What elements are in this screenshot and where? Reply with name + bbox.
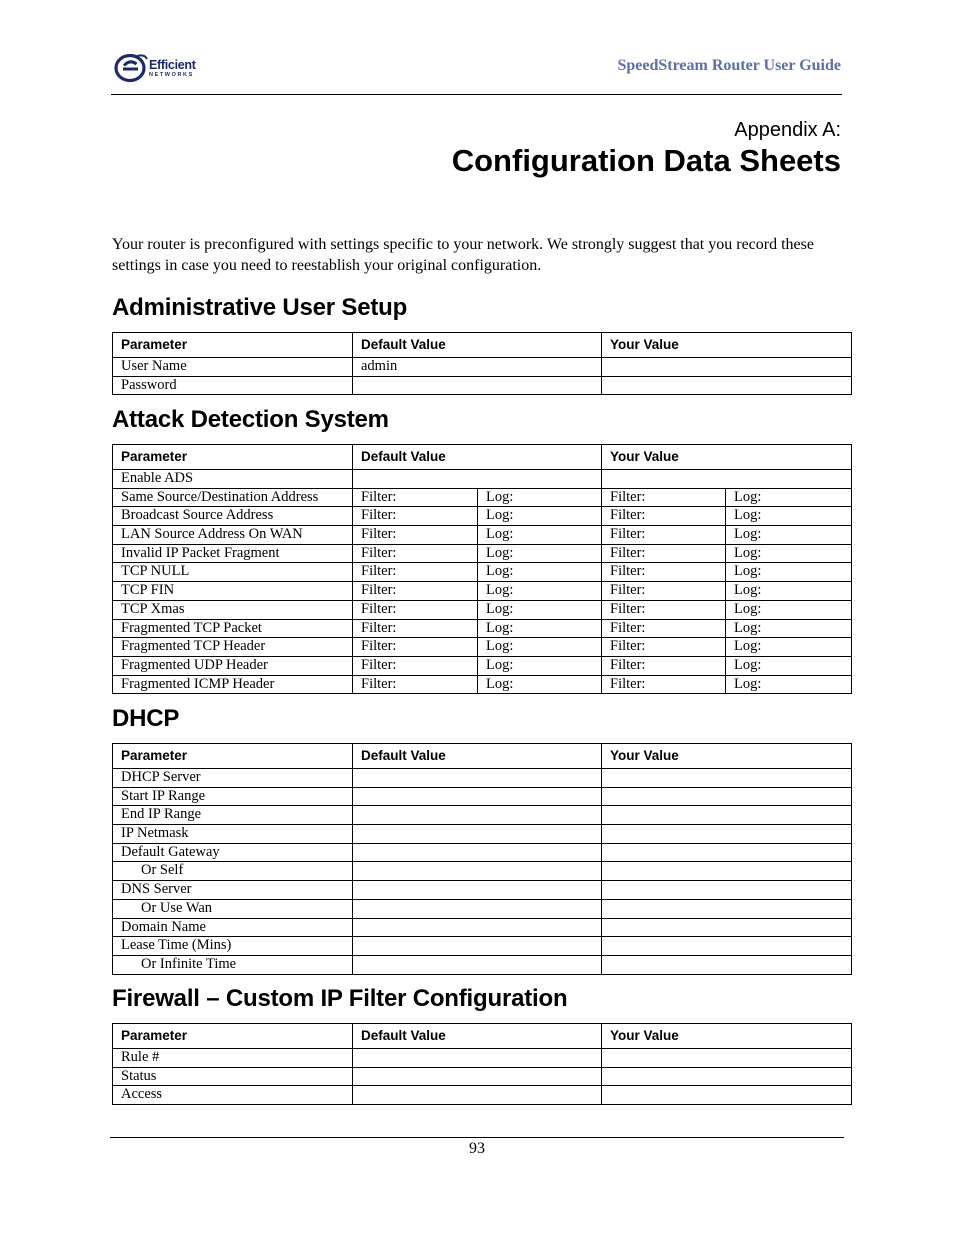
your-value-cell xyxy=(602,825,852,844)
default-value-cell: admin xyxy=(353,358,602,377)
parameter-cell: DHCP Server xyxy=(113,769,353,788)
parameter-cell: Broadcast Source Address xyxy=(113,507,353,526)
default-filter-cell: Filter: xyxy=(353,656,478,675)
chapter-title: Configuration Data Sheets xyxy=(451,143,841,178)
default-value-cell xyxy=(353,862,602,881)
table-row xyxy=(113,638,852,657)
default-value-cell xyxy=(353,1086,602,1105)
your-filter-cell: Filter: xyxy=(602,544,726,563)
column-header-your-value: Your Value xyxy=(602,744,852,769)
parameter-cell: Fragmented ICMP Header xyxy=(113,675,353,694)
your-log-cell: Log: xyxy=(726,507,852,526)
parameter-cell: Fragmented TCP Header xyxy=(113,638,353,657)
default-log-cell: Log: xyxy=(478,544,602,563)
parameter-cell: TCP Xmas xyxy=(113,600,353,619)
your-log-cell: Log: xyxy=(726,582,852,601)
table-row xyxy=(113,656,852,675)
table-row xyxy=(113,675,852,694)
default-value-cell xyxy=(353,825,602,844)
page-number: 93 xyxy=(469,1140,485,1157)
table-row xyxy=(113,507,852,526)
your-log-cell: Log: xyxy=(726,544,852,563)
default-value-cell xyxy=(353,881,602,900)
parameter-cell: Same Source/Destination Address xyxy=(113,488,353,507)
parameter-cell: Lease Time (Mins) xyxy=(113,937,353,956)
your-value-cell xyxy=(602,806,852,825)
efficient-e-icon xyxy=(114,53,148,83)
default-log-cell: Log: xyxy=(478,563,602,582)
your-log-cell: Log: xyxy=(726,563,852,582)
parameter-cell: TCP FIN xyxy=(113,582,353,601)
column-header-default-value: Default Value xyxy=(353,445,602,470)
efficient-networks-logo xyxy=(114,53,224,83)
default-log-cell: Log: xyxy=(478,582,602,601)
default-log-cell: Log: xyxy=(478,656,602,675)
table-row xyxy=(113,470,852,489)
table-row xyxy=(113,899,852,918)
your-filter-cell: Filter: xyxy=(602,600,726,619)
table-row xyxy=(113,563,852,582)
your-log-cell: Log: xyxy=(726,600,852,619)
table-row xyxy=(113,937,852,956)
table-row xyxy=(113,1086,852,1105)
column-header-default-value: Default Value xyxy=(353,744,602,769)
your-value-cell xyxy=(602,470,852,489)
section-title-admin: Administrative User Setup xyxy=(112,294,408,321)
parameter-cell: Or Infinite Time xyxy=(113,955,353,974)
default-value-cell xyxy=(353,470,602,489)
intro-paragraph: Your router is preconfigured with settings specific to your network. We strongly suggest that you record these settings in case you need to reestablish your original configuration. xyxy=(112,236,814,274)
dhcp-rows xyxy=(113,769,852,975)
default-value-cell xyxy=(353,937,602,956)
table-header-row xyxy=(113,744,852,769)
default-value-cell xyxy=(353,955,602,974)
parameter-cell: Fragmented TCP Packet xyxy=(113,619,353,638)
logo-subtext: NETWORKS xyxy=(149,72,194,78)
table-row xyxy=(113,619,852,638)
column-header-parameter: Parameter xyxy=(113,333,353,358)
your-log-cell: Log: xyxy=(726,656,852,675)
firewall-rows xyxy=(113,1049,852,1105)
your-value-cell xyxy=(602,376,852,395)
your-value-cell xyxy=(602,1067,852,1086)
your-log-cell: Log: xyxy=(726,638,852,657)
guide-title: SpeedStream Router User Guide xyxy=(617,57,841,74)
default-log-cell: Log: xyxy=(478,600,602,619)
default-filter-cell: Filter: xyxy=(353,488,478,507)
default-value-cell xyxy=(353,843,602,862)
table-row xyxy=(113,376,852,395)
column-header-default-value: Default Value xyxy=(353,1024,602,1049)
column-header-parameter: Parameter xyxy=(113,1024,353,1049)
parameter-cell: Domain Name xyxy=(113,918,353,937)
parameter-cell: User Name xyxy=(113,358,353,377)
table-row xyxy=(113,526,852,545)
parameter-cell: Rule # xyxy=(113,1049,353,1068)
table-row xyxy=(113,918,852,937)
default-filter-cell: Filter: xyxy=(353,638,478,657)
your-value-cell xyxy=(602,843,852,862)
table-row xyxy=(113,825,852,844)
your-filter-cell: Filter: xyxy=(602,507,726,526)
your-value-cell xyxy=(602,1086,852,1105)
your-value-cell xyxy=(602,955,852,974)
table-header-row xyxy=(113,333,852,358)
table-row xyxy=(113,488,852,507)
default-log-cell: Log: xyxy=(478,507,602,526)
section-title-dhcp: DHCP xyxy=(112,705,180,732)
your-value-cell xyxy=(602,787,852,806)
table-row xyxy=(113,881,852,900)
your-value-cell xyxy=(602,881,852,900)
table-header-row xyxy=(113,1024,852,1049)
table-row xyxy=(113,600,852,619)
parameter-cell: Fragmented UDP Header xyxy=(113,656,353,675)
default-value-cell xyxy=(353,918,602,937)
default-value-cell xyxy=(353,769,602,788)
column-header-your-value: Your Value xyxy=(602,445,852,470)
table-row xyxy=(113,955,852,974)
section-title-firewall: Firewall – Custom IP Filter Configuration xyxy=(112,985,568,1012)
default-log-cell: Log: xyxy=(478,488,602,507)
your-value-cell xyxy=(602,937,852,956)
default-filter-cell: Filter: xyxy=(353,563,478,582)
ads-table xyxy=(112,444,852,694)
table-row xyxy=(113,843,852,862)
your-log-cell: Log: xyxy=(726,526,852,545)
default-log-cell: Log: xyxy=(478,619,602,638)
parameter-cell: DNS Server xyxy=(113,881,353,900)
your-log-cell: Log: xyxy=(726,675,852,694)
default-log-cell: Log: xyxy=(478,526,602,545)
parameter-cell: Start IP Range xyxy=(113,787,353,806)
parameter-cell: End IP Range xyxy=(113,806,353,825)
column-header-default-value: Default Value xyxy=(353,333,602,358)
admin-table xyxy=(112,332,852,395)
table-row xyxy=(113,544,852,563)
your-filter-cell: Filter: xyxy=(602,619,726,638)
table-row xyxy=(113,358,852,377)
parameter-cell: Status xyxy=(113,1067,353,1086)
your-filter-cell: Filter: xyxy=(602,488,726,507)
parameter-cell: TCP NULL xyxy=(113,563,353,582)
default-value-cell xyxy=(353,787,602,806)
default-log-cell: Log: xyxy=(478,675,602,694)
parameter-cell: IP Netmask xyxy=(113,825,353,844)
logo-wordmark: Efficient xyxy=(149,58,196,72)
your-log-cell: Log: xyxy=(726,619,852,638)
default-filter-cell: Filter: xyxy=(353,507,478,526)
column-header-parameter: Parameter xyxy=(113,744,353,769)
parameter-cell: Default Gateway xyxy=(113,843,353,862)
default-value-cell xyxy=(353,806,602,825)
column-header-parameter: Parameter xyxy=(113,445,353,470)
table-row xyxy=(113,769,852,788)
footer-divider xyxy=(110,1137,844,1138)
table-header-row xyxy=(113,445,852,470)
table-row xyxy=(113,787,852,806)
default-filter-cell: Filter: xyxy=(353,544,478,563)
your-filter-cell: Filter: xyxy=(602,526,726,545)
parameter-cell: Enable ADS xyxy=(113,470,353,489)
column-header-your-value: Your Value xyxy=(602,333,852,358)
section-title-ads: Attack Detection System xyxy=(112,406,389,433)
your-filter-cell: Filter: xyxy=(602,563,726,582)
your-value-cell xyxy=(602,358,852,377)
parameter-cell: Or Use Wan xyxy=(113,899,353,918)
table-row xyxy=(113,862,852,881)
your-filter-cell: Filter: xyxy=(602,675,726,694)
default-value-cell xyxy=(353,1049,602,1068)
default-filter-cell: Filter: xyxy=(353,619,478,638)
appendix-label: Appendix A: xyxy=(734,119,841,141)
your-filter-cell: Filter: xyxy=(602,582,726,601)
parameter-cell: Password xyxy=(113,376,353,395)
dhcp-table xyxy=(112,743,852,975)
default-filter-cell: Filter: xyxy=(353,526,478,545)
ads-attack-rows xyxy=(113,488,852,694)
parameter-cell: LAN Source Address On WAN xyxy=(113,526,353,545)
your-value-cell xyxy=(602,899,852,918)
table-row xyxy=(113,1067,852,1086)
default-filter-cell: Filter: xyxy=(353,600,478,619)
default-log-cell: Log: xyxy=(478,638,602,657)
your-filter-cell: Filter: xyxy=(602,638,726,657)
your-filter-cell: Filter: xyxy=(602,656,726,675)
parameter-cell: Access xyxy=(113,1086,353,1105)
column-header-your-value: Your Value xyxy=(602,1024,852,1049)
parameter-cell: Or Self xyxy=(113,862,353,881)
header-divider xyxy=(111,94,842,95)
firewall-table xyxy=(112,1023,852,1105)
default-value-cell xyxy=(353,376,602,395)
your-value-cell xyxy=(602,862,852,881)
table-row xyxy=(113,582,852,601)
your-value-cell xyxy=(602,918,852,937)
your-value-cell xyxy=(602,1049,852,1068)
default-filter-cell: Filter: xyxy=(353,582,478,601)
table-row xyxy=(113,1049,852,1068)
default-value-cell xyxy=(353,899,602,918)
table-row xyxy=(113,806,852,825)
your-value-cell xyxy=(602,769,852,788)
default-value-cell xyxy=(353,1067,602,1086)
default-filter-cell: Filter: xyxy=(353,675,478,694)
your-log-cell: Log: xyxy=(726,488,852,507)
parameter-cell: Invalid IP Packet Fragment xyxy=(113,544,353,563)
